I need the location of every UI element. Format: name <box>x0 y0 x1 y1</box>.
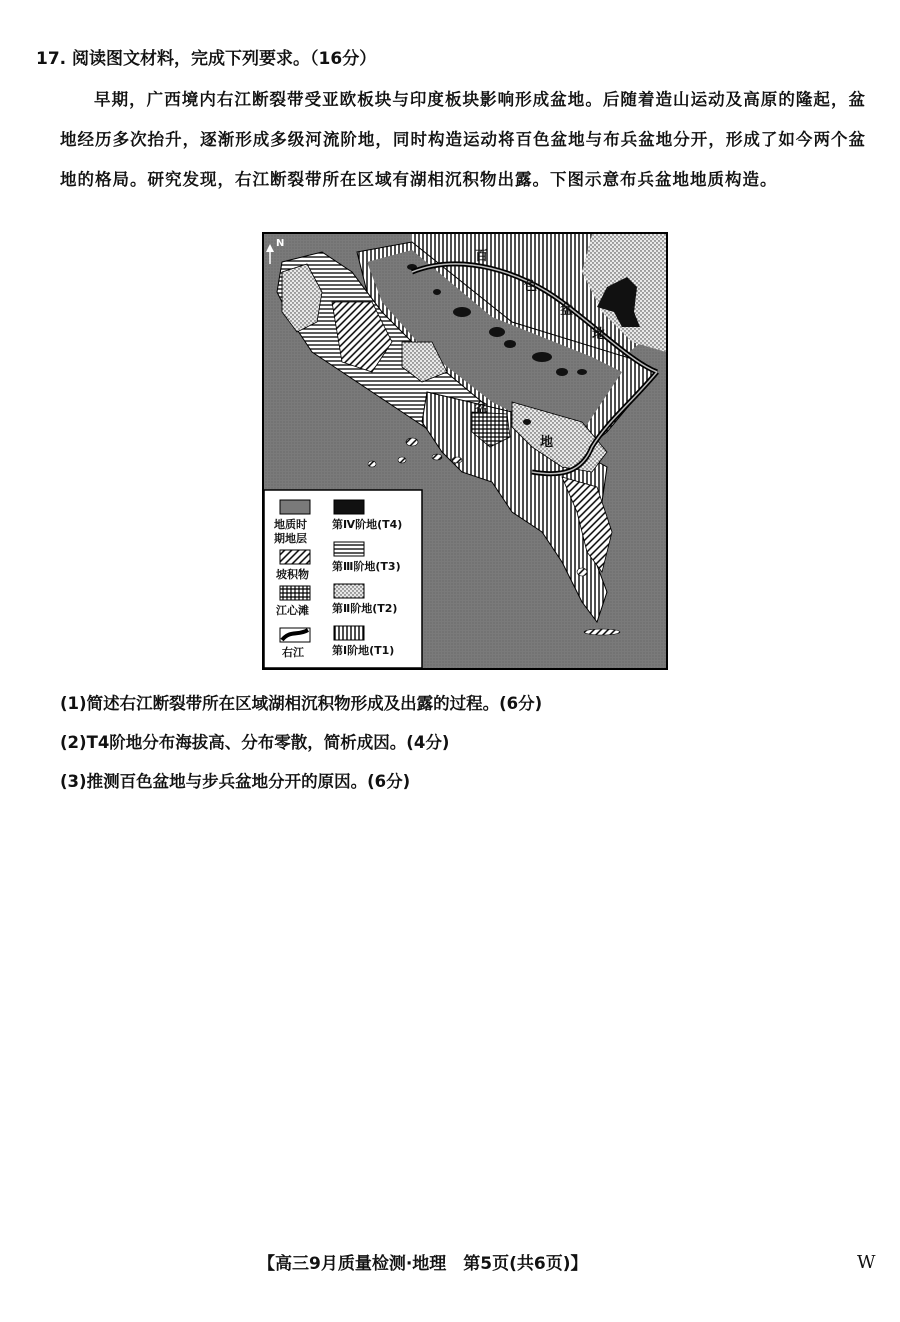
legend-label-t3: 第Ⅲ阶地(T3) <box>332 560 401 573</box>
sub-question-1: (1)简述右江断裂带所在区域湖相沉积物形成及出露的过程。(6分) <box>60 694 543 713</box>
north-label: N <box>276 238 285 249</box>
legend-label-shoal: 江心滩 <box>276 604 309 617</box>
page-corner-mark: W <box>857 1252 876 1273</box>
legend-label-slope: 坡积物 <box>276 568 309 581</box>
legend-swatch-shoal <box>280 586 310 600</box>
legend-label-t2: 第Ⅱ阶地(T2) <box>332 602 398 615</box>
legend-label-river: 右江 <box>282 646 304 659</box>
legend-swatch-t4 <box>334 500 364 514</box>
sub-question-2: (2)T4阶地分布海拔高、分布零散，简析成因。(4分) <box>60 733 450 752</box>
basin-label-4: 地 <box>592 327 606 342</box>
basin-label-1: 百 <box>475 249 489 264</box>
basin-label-6: 地 <box>540 435 554 450</box>
basin-label-3: 盆 <box>560 303 574 318</box>
basin-label-5: 盆 <box>475 401 489 416</box>
geologic-map <box>262 232 668 670</box>
legend-swatch-slope <box>280 550 310 564</box>
map-legend <box>264 490 422 668</box>
legend-label-t1: 第Ⅰ阶地(T1) <box>332 644 395 657</box>
legend-swatch-t3 <box>334 542 364 556</box>
page-footer: 【高三9月质量检测·地理 第5页(共6页)】 <box>258 1254 588 1274</box>
question-passage <box>60 80 866 200</box>
basin-label-2: 色 <box>524 279 538 294</box>
legend-swatch-t2 <box>334 584 364 598</box>
geologic-map-svg <box>262 232 668 670</box>
legend-label-t4: 第Ⅳ阶地(T4) <box>332 518 403 531</box>
legend-label-strata-2: 期地层 <box>274 532 307 545</box>
passage-text: 早期，广西境内右江断裂带受亚欧板块与印度板块影响形成盆地。后随着造山运动及高原的隆起，盆地经历多次抬升，逐渐形成多级河流阶地，同时构造运动将百色盆地与布兵盆地分开，形成了如今两个盆地的格局。研究发现，右江断裂带所在区域有湖相沉积物出露。下图示意布兵盆地地质构造。 <box>60 90 866 189</box>
question-title: 17. 阅读图文材料，完成下列要求。（16分） <box>36 49 377 69</box>
sub-question-3: (3)推测百色盆地与步兵盆地分开的原因。(6分) <box>60 772 411 791</box>
legend-swatch-strata <box>280 500 310 514</box>
legend-swatch-t1 <box>334 626 364 640</box>
legend-label-strata-1: 地质时 <box>274 518 307 531</box>
